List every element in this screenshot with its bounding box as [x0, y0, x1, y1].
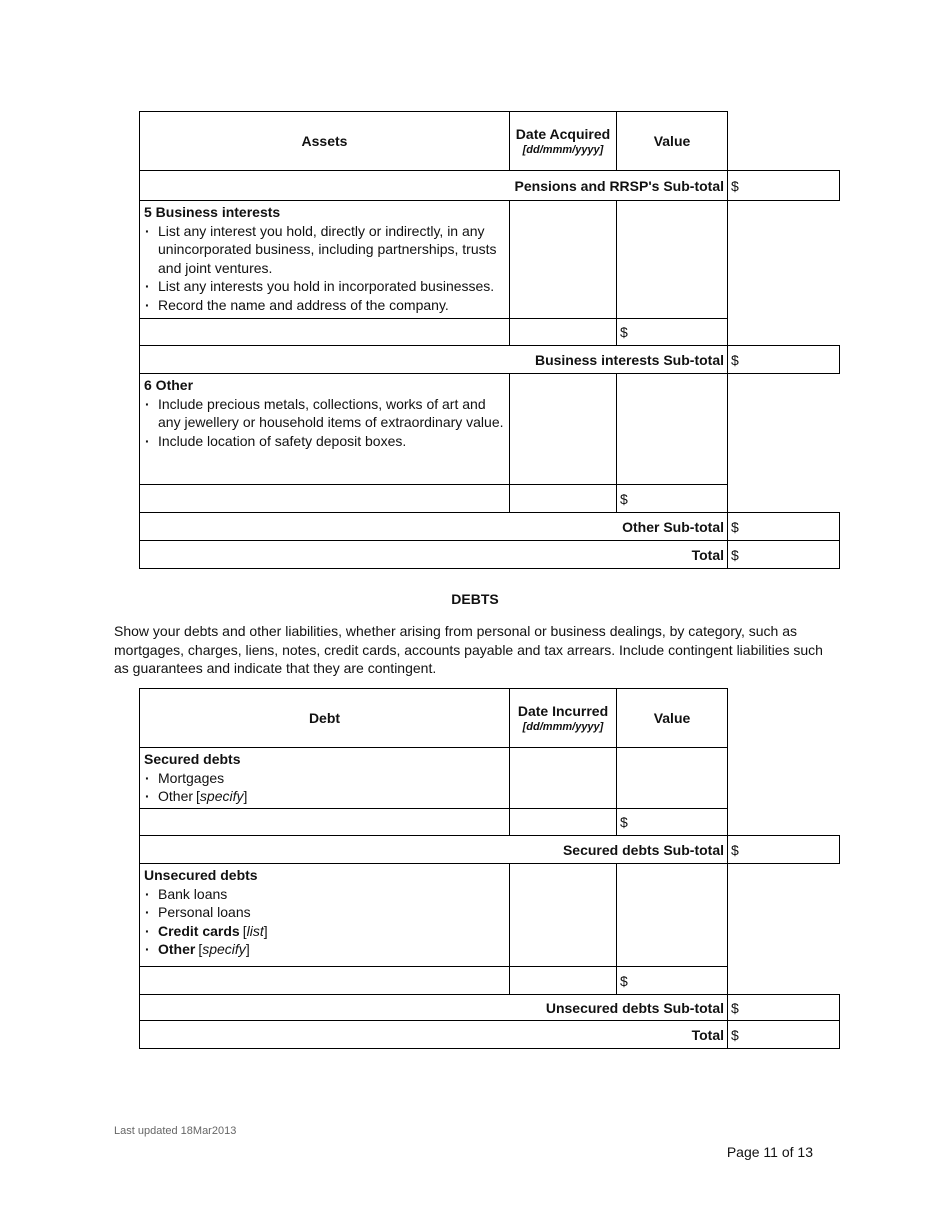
list-item: [144, 922, 505, 941]
pensions-subtotal-field[interactable]: [727, 170, 840, 201]
currency-symbol: $: [731, 999, 739, 1016]
unsecured-date-cell[interactable]: [509, 863, 617, 967]
debt-item-name: Other: [158, 788, 194, 805]
business-subtotal-text: Business interests Sub-total: [534, 351, 724, 368]
debt-item-note: [list]: [242, 922, 268, 939]
other-subtotal-field[interactable]: [727, 512, 840, 541]
unsecured-entry-date-field[interactable]: [509, 966, 617, 995]
value-column-header: [616, 111, 728, 171]
pensions-subtotal-label: [139, 170, 728, 201]
currency-symbol: $: [620, 490, 628, 507]
secured-subtotal-field[interactable]: [727, 835, 840, 864]
other-item-text: Include precious metals, collections, works of art and any jewellery or household items of extraordinary value.: [158, 395, 504, 431]
debts-total-field[interactable]: [727, 1020, 840, 1049]
debt-header-label: Debt: [308, 710, 341, 726]
assets-total-text: Total: [691, 546, 724, 563]
business-item-text: Record the name and address of the company.: [158, 296, 449, 313]
business-entry-value-field[interactable]: [616, 318, 728, 346]
date-incurred-column-header: [509, 688, 617, 748]
secured-entry-date-field[interactable]: [509, 808, 617, 836]
debt-item-name: Mortgages: [158, 769, 225, 786]
business-value-cell[interactable]: [616, 200, 728, 319]
currency-symbol: $: [731, 546, 739, 563]
currency-symbol: $: [731, 1026, 739, 1043]
secured-debts-title: Secured debts: [144, 751, 241, 767]
debt-item-name: Other: [158, 941, 196, 958]
unsecured-debts-title: Unsecured debts: [144, 867, 258, 883]
currency-symbol: $: [731, 841, 739, 858]
list-item: [144, 395, 505, 432]
debt-item-note-text: list: [246, 922, 264, 939]
business-entry-description-field[interactable]: [139, 318, 510, 346]
currency-symbol: $: [620, 324, 628, 340]
last-updated-note: Last updated 18Mar2013: [114, 1125, 237, 1137]
page-number: Page 11 of 13: [726, 1144, 813, 1160]
secured-debts-category: [139, 747, 510, 809]
pensions-subtotal-text: Pensions and RRSP's Sub-total: [514, 177, 724, 194]
list-item: [144, 903, 505, 922]
date-acquired-column-header: [509, 111, 617, 171]
business-interests-category: [139, 200, 510, 319]
other-subtotal-label: [139, 512, 728, 541]
list-item: [144, 432, 505, 451]
currency-symbol: $: [620, 814, 628, 830]
list-item: [144, 222, 505, 278]
debts-section-title: DEBTS: [451, 591, 499, 607]
currency-symbol: $: [731, 351, 739, 368]
unsecured-entry-description-field[interactable]: [139, 966, 510, 995]
secured-entry-description-field[interactable]: [139, 808, 510, 836]
debt-value-header-label: Value: [653, 710, 691, 726]
business-interests-title: 5 Business interests: [144, 204, 281, 220]
business-entry-date-field[interactable]: [509, 318, 617, 346]
list-item: [144, 940, 505, 959]
other-entry-date-field[interactable]: [509, 484, 617, 513]
debt-item-note: [specify]: [196, 788, 248, 805]
business-item-text: List any interests you hold in incorporated businesses.: [158, 278, 495, 295]
debt-item-note-text: specify: [202, 941, 246, 958]
list-item: [144, 787, 505, 806]
list-item: [144, 296, 505, 315]
debts-total-text: Total: [691, 1026, 724, 1043]
secured-date-cell[interactable]: [509, 747, 617, 809]
date-acquired-label: Date Acquired: [515, 126, 611, 142]
currency-symbol: $: [731, 518, 739, 535]
unsecured-subtotal-field[interactable]: [727, 994, 840, 1021]
date-format-hint: [dd/mmm/yyyy]: [522, 144, 604, 156]
date-incurred-label: Date Incurred: [517, 703, 609, 719]
other-assets-category: [139, 373, 510, 485]
debt-value-column-header: [616, 688, 728, 748]
date-format-hint: [dd/mmm/yyyy]: [522, 721, 604, 733]
currency-symbol: $: [620, 972, 628, 989]
other-value-cell[interactable]: [616, 373, 728, 485]
business-subtotal-field[interactable]: [727, 345, 840, 374]
unsecured-subtotal-label: [139, 994, 728, 1021]
debt-item-name: Personal loans: [158, 904, 251, 921]
assets-total-label: [139, 540, 728, 569]
assets-header-label: Assets: [301, 133, 348, 149]
list-item: [144, 885, 505, 904]
currency-symbol: $: [731, 177, 739, 194]
debt-column-header: [139, 688, 510, 748]
secured-subtotal-text: Secured debts Sub-total: [562, 841, 724, 858]
assets-column-header: [139, 111, 510, 171]
business-item-text: List any interest you hold, directly or indirectly, in any unincorporated business, including partnerships, trusts and joint ventures.: [158, 222, 497, 276]
other-entry-description-field[interactable]: [139, 484, 510, 513]
other-item-text: Include location of safety deposit boxes.: [158, 432, 407, 449]
debt-item-note-text: specify: [199, 788, 244, 805]
other-subtotal-text: Other Sub-total: [622, 518, 724, 535]
unsecured-debts-category: [139, 863, 510, 967]
assets-total-field[interactable]: [727, 540, 840, 569]
secured-value-cell[interactable]: [616, 747, 728, 809]
business-date-cell[interactable]: [509, 200, 617, 319]
other-assets-title: 6 Other: [144, 377, 194, 393]
value-header-label: Value: [653, 133, 691, 149]
unsecured-value-cell[interactable]: [616, 863, 728, 967]
secured-subtotal-label: [139, 835, 728, 864]
secured-entry-value-field[interactable]: [616, 808, 728, 836]
unsecured-subtotal-text: Unsecured debts Sub-total: [545, 999, 724, 1016]
other-date-cell[interactable]: [509, 373, 617, 485]
list-item: [144, 769, 505, 788]
debt-item-note: [specify]: [198, 941, 250, 958]
debt-item-name: Credit cards: [158, 922, 240, 939]
other-entry-value-field[interactable]: [616, 484, 728, 513]
unsecured-entry-value-field[interactable]: [616, 966, 728, 995]
debts-total-label: [139, 1020, 728, 1049]
debts-intro-paragraph: Show your debts and other liabilities, whether arising from personal or business dealings, by category, such as mortgages, charges, liens, notes, credit cards, accounts payable and tax arrears. Include contingent liabilities such as guarantees and indicate that they are contingent.: [114, 623, 823, 677]
debt-item-name: Bank loans: [158, 885, 228, 902]
list-item: [144, 277, 505, 296]
business-subtotal-label: [139, 345, 728, 374]
